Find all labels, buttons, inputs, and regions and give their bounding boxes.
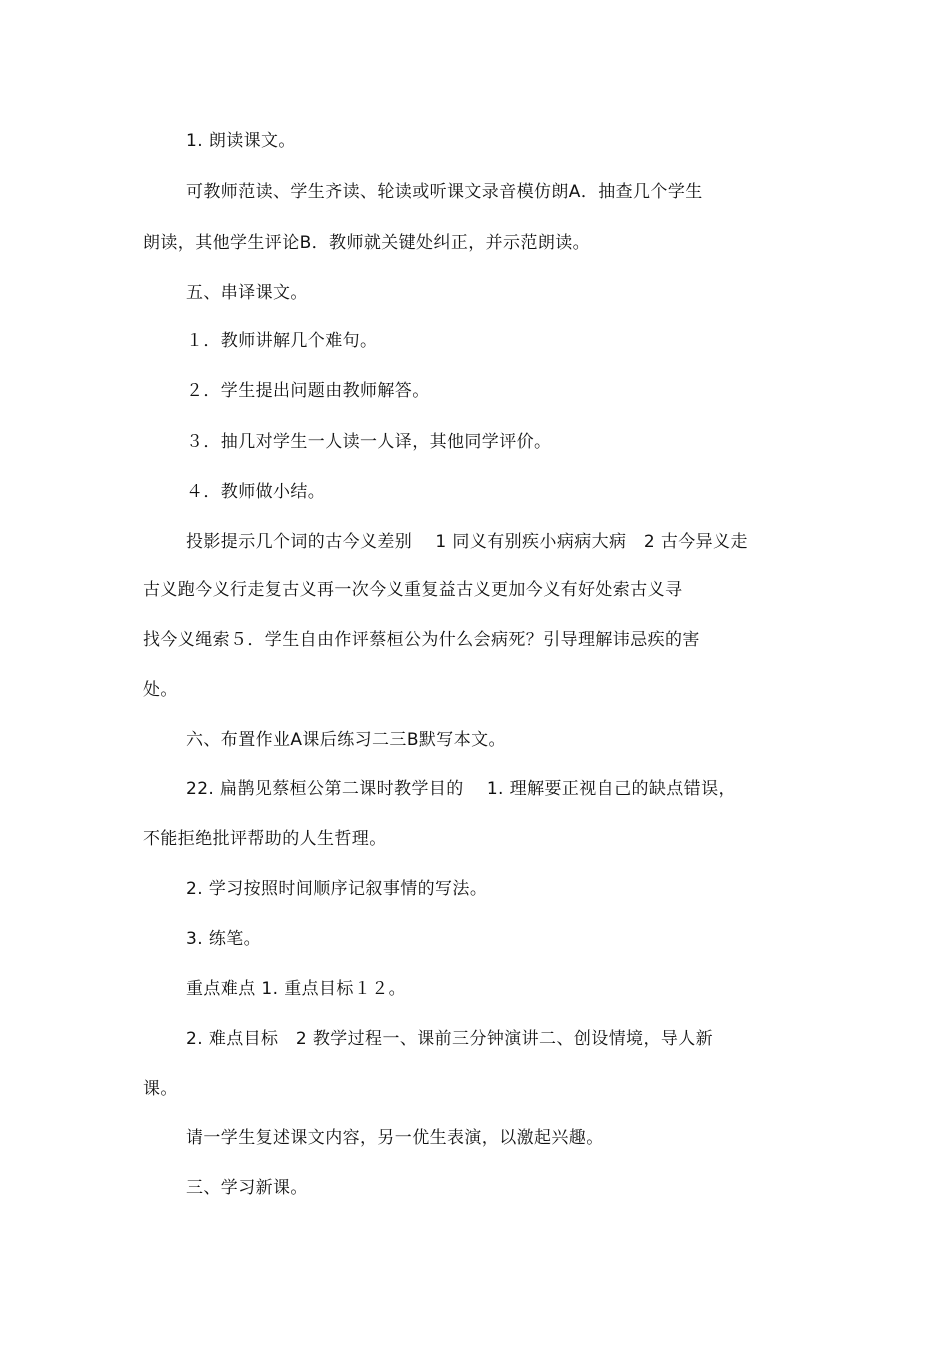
section-heading: 六、布置作业A课后练习二三B默写本文。 bbox=[186, 730, 506, 750]
paragraph-line: 1. 朗读课文。 bbox=[186, 131, 296, 151]
paragraph-line: 重点难点 1. 重点目标１２。 bbox=[186, 979, 407, 999]
paragraph-line: 投影提示几个词的古今义差别 1 同义有别疾小病病大病 2 古今异义走 bbox=[186, 532, 748, 552]
paragraph-line: 不能拒绝批评帮助的人生哲理。 bbox=[143, 829, 387, 849]
list-item: 3. 练笔。 bbox=[186, 929, 262, 949]
list-item: ４．教师做小结。 bbox=[186, 482, 326, 502]
list-item: ３．抽几对学生一人读一人译，其他同学评价。 bbox=[186, 432, 552, 452]
paragraph-line: 处。 bbox=[143, 680, 178, 700]
paragraph-line: 古义跑今义行走复古义再一次今义重复益古义更加今义有好处索古义寻 bbox=[143, 580, 683, 600]
paragraph-line: 2. 难点目标 2 教学过程一、课前三分钟演讲二、创设情境，导人新 bbox=[186, 1029, 714, 1049]
paragraph-line: 可教师范读、学生齐读、轮读或听课文录音模仿朗A．抽查几个学生 bbox=[186, 182, 703, 202]
list-item: １．教师讲解几个难句。 bbox=[186, 331, 378, 351]
paragraph-line: 请一学生复述课文内容，另一优生表演，以激起兴趣。 bbox=[186, 1128, 604, 1148]
section-heading: 三、学习新课。 bbox=[186, 1178, 308, 1198]
list-item: 2. 学习按照时间顺序记叙事情的写法。 bbox=[186, 879, 488, 899]
paragraph-line: 朗读，其他学生评论B．教师就关键处纠正，并示范朗读。 bbox=[143, 233, 591, 253]
section-heading: 五、串译课文。 bbox=[186, 283, 308, 303]
paragraph-line: 找今义绳索５．学生自由作评蔡桓公为什么会病死？引导理解讳忌疾的害 bbox=[143, 630, 700, 650]
paragraph-line: 课。 bbox=[143, 1079, 178, 1099]
paragraph-line: 22. 扁鹊见蔡桓公第二课时教学目的 1. 理解要正视自己的缺点错误， bbox=[186, 779, 736, 799]
list-item: ２．学生提出问题由教师解答。 bbox=[186, 381, 430, 401]
